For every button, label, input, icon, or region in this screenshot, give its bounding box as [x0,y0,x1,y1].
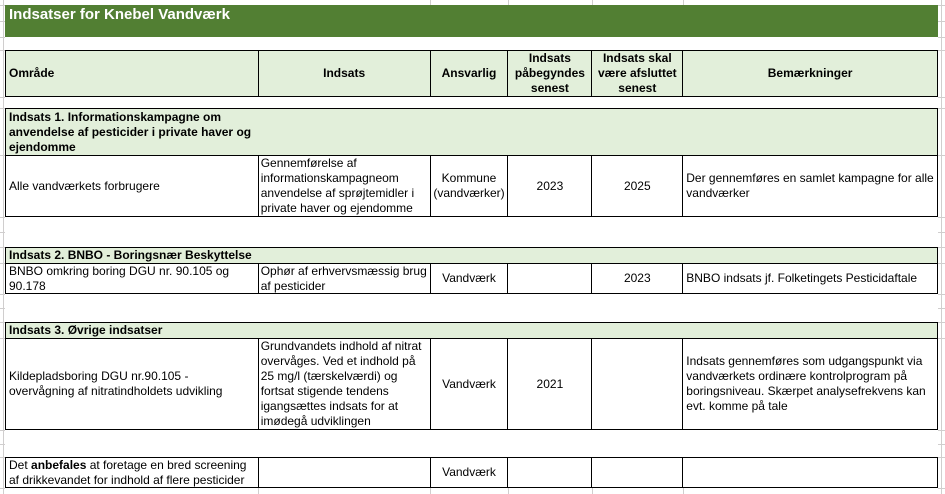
section-heading-2 [5,247,938,263]
cell-ansvarlig: Vandværk [430,264,508,293]
cell-indsats: Grundvandets indhold af nitrat overvåges. Ved et indhold på 25 mg/l (tærskelværdi) og fortsat stigende tendens igangsættes indsats for at imødegå udviklingen [258,339,430,429]
table-row [5,155,938,217]
cell-afsluttet: 2025 [591,156,682,216]
col-header-indsats: Indsats [258,51,430,96]
table-row [5,263,938,294]
cell-indsats: Gennemførelse af informationskampagneom anvendelse af sprøjtemidler i private haver og ejendomme [258,156,430,216]
table-row-recommendation [5,457,938,488]
col-header-omraade: Område [5,51,258,96]
cell-ansvarlig: Kommune (vandværker) [430,156,508,216]
cell-indsats: Ophør af erhvervsmæssig brug af pesticider [258,264,430,293]
cell-paabegyndes: 2023 [507,156,591,216]
cell-paabegyndes [507,458,591,487]
cell-bemaerkninger: BNBO indsats jf. Folketingets Pesticidaftale [682,264,937,293]
section-3-title: Indsats 3. Øvrige indsatser [9,323,163,337]
cell-omraade: BNBO omkring boring DGU nr. 90.105 og 90.178 [5,264,258,293]
col-header-bemaerkninger: Bemærkninger [682,51,937,96]
cell-paabegyndes [507,264,591,293]
cell-omraade: Kildepladsboring DGU nr.90.105 - overvågning af nitratindholdets udvikling [5,339,258,429]
table-header-row [5,50,938,97]
cell-bemaerkninger: Indsats gennemføres som udgangspunkt via vandværkets ordinære kontrolprogram på boringsniveau. Skærpet analysefrekvens kan evt. komme på tale [682,339,937,429]
cell-indsats [258,458,430,487]
emphasis-anbefales: anbefales [31,458,87,472]
section-heading-3 [5,322,938,338]
cell-paabegyndes: 2021 [507,339,591,429]
cell-afsluttet [591,339,682,429]
cell-bemaerkninger [682,458,937,487]
cell-ansvarlig: Vandværk [430,458,508,487]
section-2-title: Indsats 2. BNBO - Boringsnær Beskyttelse [9,248,252,262]
title-bar [5,5,938,37]
cell-afsluttet: 2023 [591,264,682,293]
col-header-ansvarlig: Ansvarlig [430,51,508,96]
col-header-afsluttet: Indsats skal være afsluttet senest [591,51,682,96]
section-heading-1 [5,108,938,155]
cell-ansvarlig: Vandværk [430,339,508,429]
section-1-title: Indsats 1. Informationskampagne om anvendelse af pesticider i private haver og ejendomme [9,109,252,154]
cell-bemaerkninger: Der gennemføres en samlet kampagne for alle vandværker [682,156,937,216]
cell-afsluttet [591,458,682,487]
table-row [5,338,938,430]
cell-omraade: Alle vandværkets forbrugere [5,156,258,216]
cell-omraade: Det anbefales at foretage en bred screening af drikkevandet for indhold af flere pesticider [5,458,258,487]
page-title: Indsatser for Knebel Vandværk [9,6,230,23]
col-header-paabegyndes: Indsats påbegyndes senest [507,51,591,96]
